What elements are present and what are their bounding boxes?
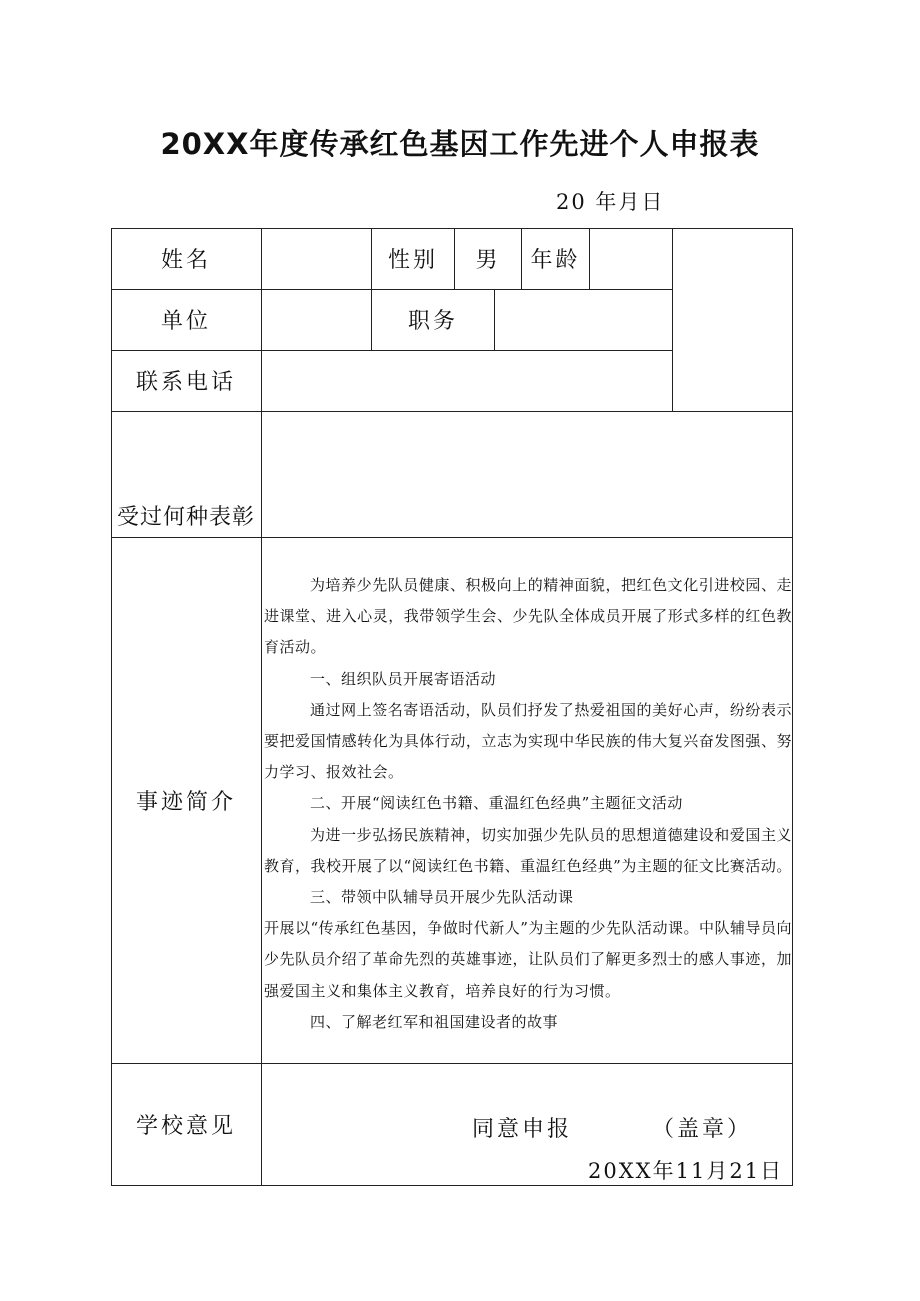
story-heading: 二、开展“阅读红色书籍、重温红色经典”主题征文活动 [310, 794, 683, 813]
story-paragraph: 通过网上签名寄语活动，队员们抒发了热爱祖国的美好心声，纷纷表示要把爱国情感转化为具体行动，立志为实现中华民族的伟大复兴奋发图强、努力学习、报效社会。 [264, 700, 792, 782]
position-label: 职务 [407, 309, 458, 334]
fill-date: 20 年月日 [556, 190, 665, 214]
story-heading: 四、了解老红军和祖国建设者的故事 [310, 1012, 559, 1031]
name-field[interactable] [262, 228, 371, 289]
table-border-right [792, 228, 793, 1186]
photo-area[interactable] [673, 228, 792, 411]
name-label: 姓名 [160, 248, 211, 273]
page-title: 20XX年度传承红色基因工作先进个人申报表 [160, 127, 760, 161]
story-content [264, 570, 792, 1038]
sign-date: 20XX年11月21日 [588, 1159, 784, 1183]
honors-label: 受过何种表彰 [116, 505, 255, 530]
unit-field[interactable] [262, 289, 371, 350]
story-paragraph: 为培养少先队员健康、积极向上的精神面貌，把红色文化引进校园、走进课堂、进入心灵，我带领学生会、少先队全体成员开展了形式多样的红色教育活动。 [264, 576, 792, 657]
story-heading: 三、带领中队辅导员开展少先队活动课 [310, 888, 574, 907]
phone-label: 联系电话 [135, 370, 236, 395]
seal-text: （盖章） [652, 1117, 753, 1142]
age-field[interactable] [590, 228, 672, 289]
approval-text: 同意申报 [472, 1117, 573, 1142]
unit-label: 单位 [160, 309, 211, 334]
table-border-bottom [111, 1185, 792, 1186]
gender-field[interactable]: 男 [475, 248, 501, 273]
school-opinion-label: 学校意见 [135, 1113, 236, 1139]
honors-field[interactable] [262, 411, 792, 537]
story-paragraph: 为进一步弘扬民族精神，切实加强少先队员的思想道德建设和爱国主义教育，我校开展了以“阅读红色书籍、重温红色经典”为主题的征文比赛活动。 [264, 825, 792, 875]
gender-label: 性别 [387, 248, 438, 273]
phone-field[interactable] [262, 350, 672, 411]
story-paragraph: 开展以“传承红色基因，争做时代新人”为主题的少先队活动课。中队辅导员向少先队员介绍了革命先烈的英雄事迹，让队员们了解更多烈士的感人事迹，加强爱国主义和集体主义教育，培养良好的行为习惯。 [264, 919, 792, 1000]
story-label: 事迹简介 [135, 789, 236, 815]
position-field[interactable] [495, 289, 672, 350]
story-heading: 一、组织队员开展寄语活动 [310, 669, 497, 688]
age-label: 年龄 [530, 248, 581, 273]
